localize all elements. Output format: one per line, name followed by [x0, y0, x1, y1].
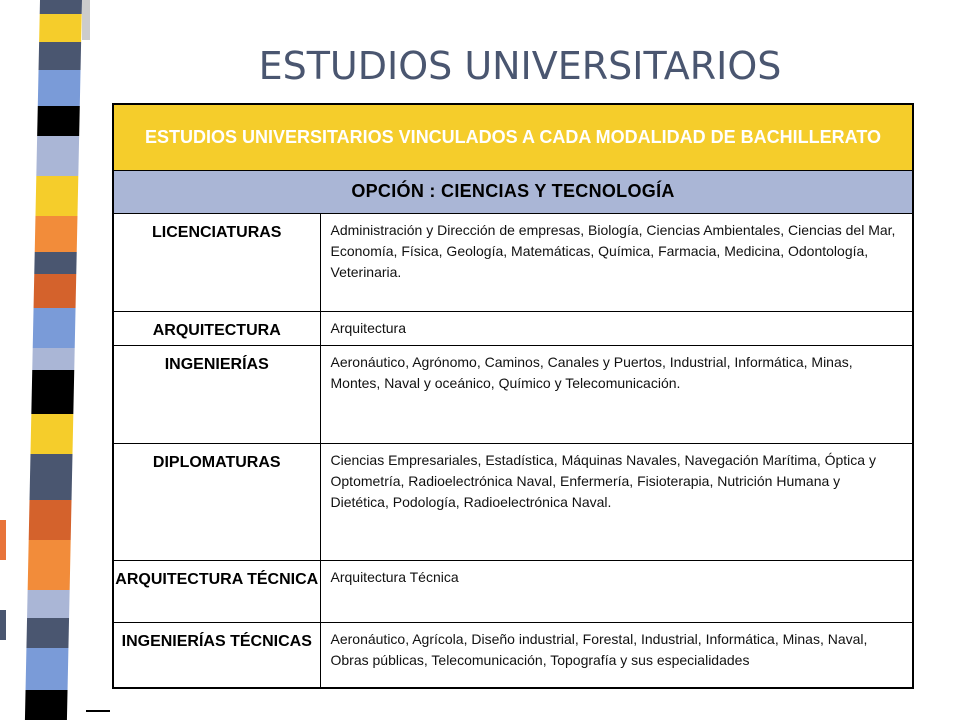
table-row — [113, 311, 913, 345]
row-value: Ciencias Empresariales, Estadística, Máquinas Navales, Navegación Marítima, Óptica y Optometría, Radioelectrónica Naval, Enfermería, Fisioterapia, Nutrición Humana y Dietética, Podología, Radioelectrónica Naval. — [320, 443, 913, 560]
row-value: Arquitectura — [320, 311, 913, 345]
table-header: ESTUDIOS UNIVERSITARIOS VINCULADOS A CADA MODALIDAD DE BACHILLERATO — [113, 104, 913, 170]
slide-title: ESTUDIOS UNIVERSITARIOS — [258, 44, 782, 88]
row-label: INGENIERÍAS TÉCNICAS — [113, 622, 320, 688]
studies-table — [112, 103, 914, 689]
row-value: Aeronáutico, Agrónomo, Caminos, Canales y Puertos, Industrial, Informática, Minas, Montes, Naval y oceánico, Químico y Telecomunicación. — [320, 345, 913, 443]
row-label: LICENCIATURAS — [113, 213, 320, 311]
table-row — [113, 345, 913, 443]
row-label: ARQUITECTURA TÉCNICA — [113, 560, 320, 622]
table-row — [113, 443, 913, 560]
table-row — [113, 560, 913, 622]
stripe-graphic — [0, 0, 110, 720]
row-label: DIPLOMATURAS — [113, 443, 320, 560]
row-value: Arquitectura Técnica — [320, 560, 913, 622]
row-value: Administración y Dirección de empresas, Biología, Ciencias Ambientales, Ciencias del Mar, Economía, Física, Geología, Matemáticas, Química, Farmacia, Medicina, Odontología, Veterinaria. — [320, 213, 913, 311]
table-subheader: OPCIÓN : CIENCIAS Y TECNOLOGÍA — [113, 170, 913, 213]
row-value: Aeronáutico, Agrícola, Diseño industrial, Forestal, Industrial, Informática, Minas, Naval, Obras públicas, Telecomunicación, Topografía y sus especialidades — [320, 622, 913, 688]
row-label: INGENIERÍAS — [113, 345, 320, 443]
table-row — [113, 213, 913, 311]
decorative-stripe-column — [0, 0, 110, 720]
table-row — [113, 622, 913, 688]
row-label: ARQUITECTURA — [113, 311, 320, 345]
